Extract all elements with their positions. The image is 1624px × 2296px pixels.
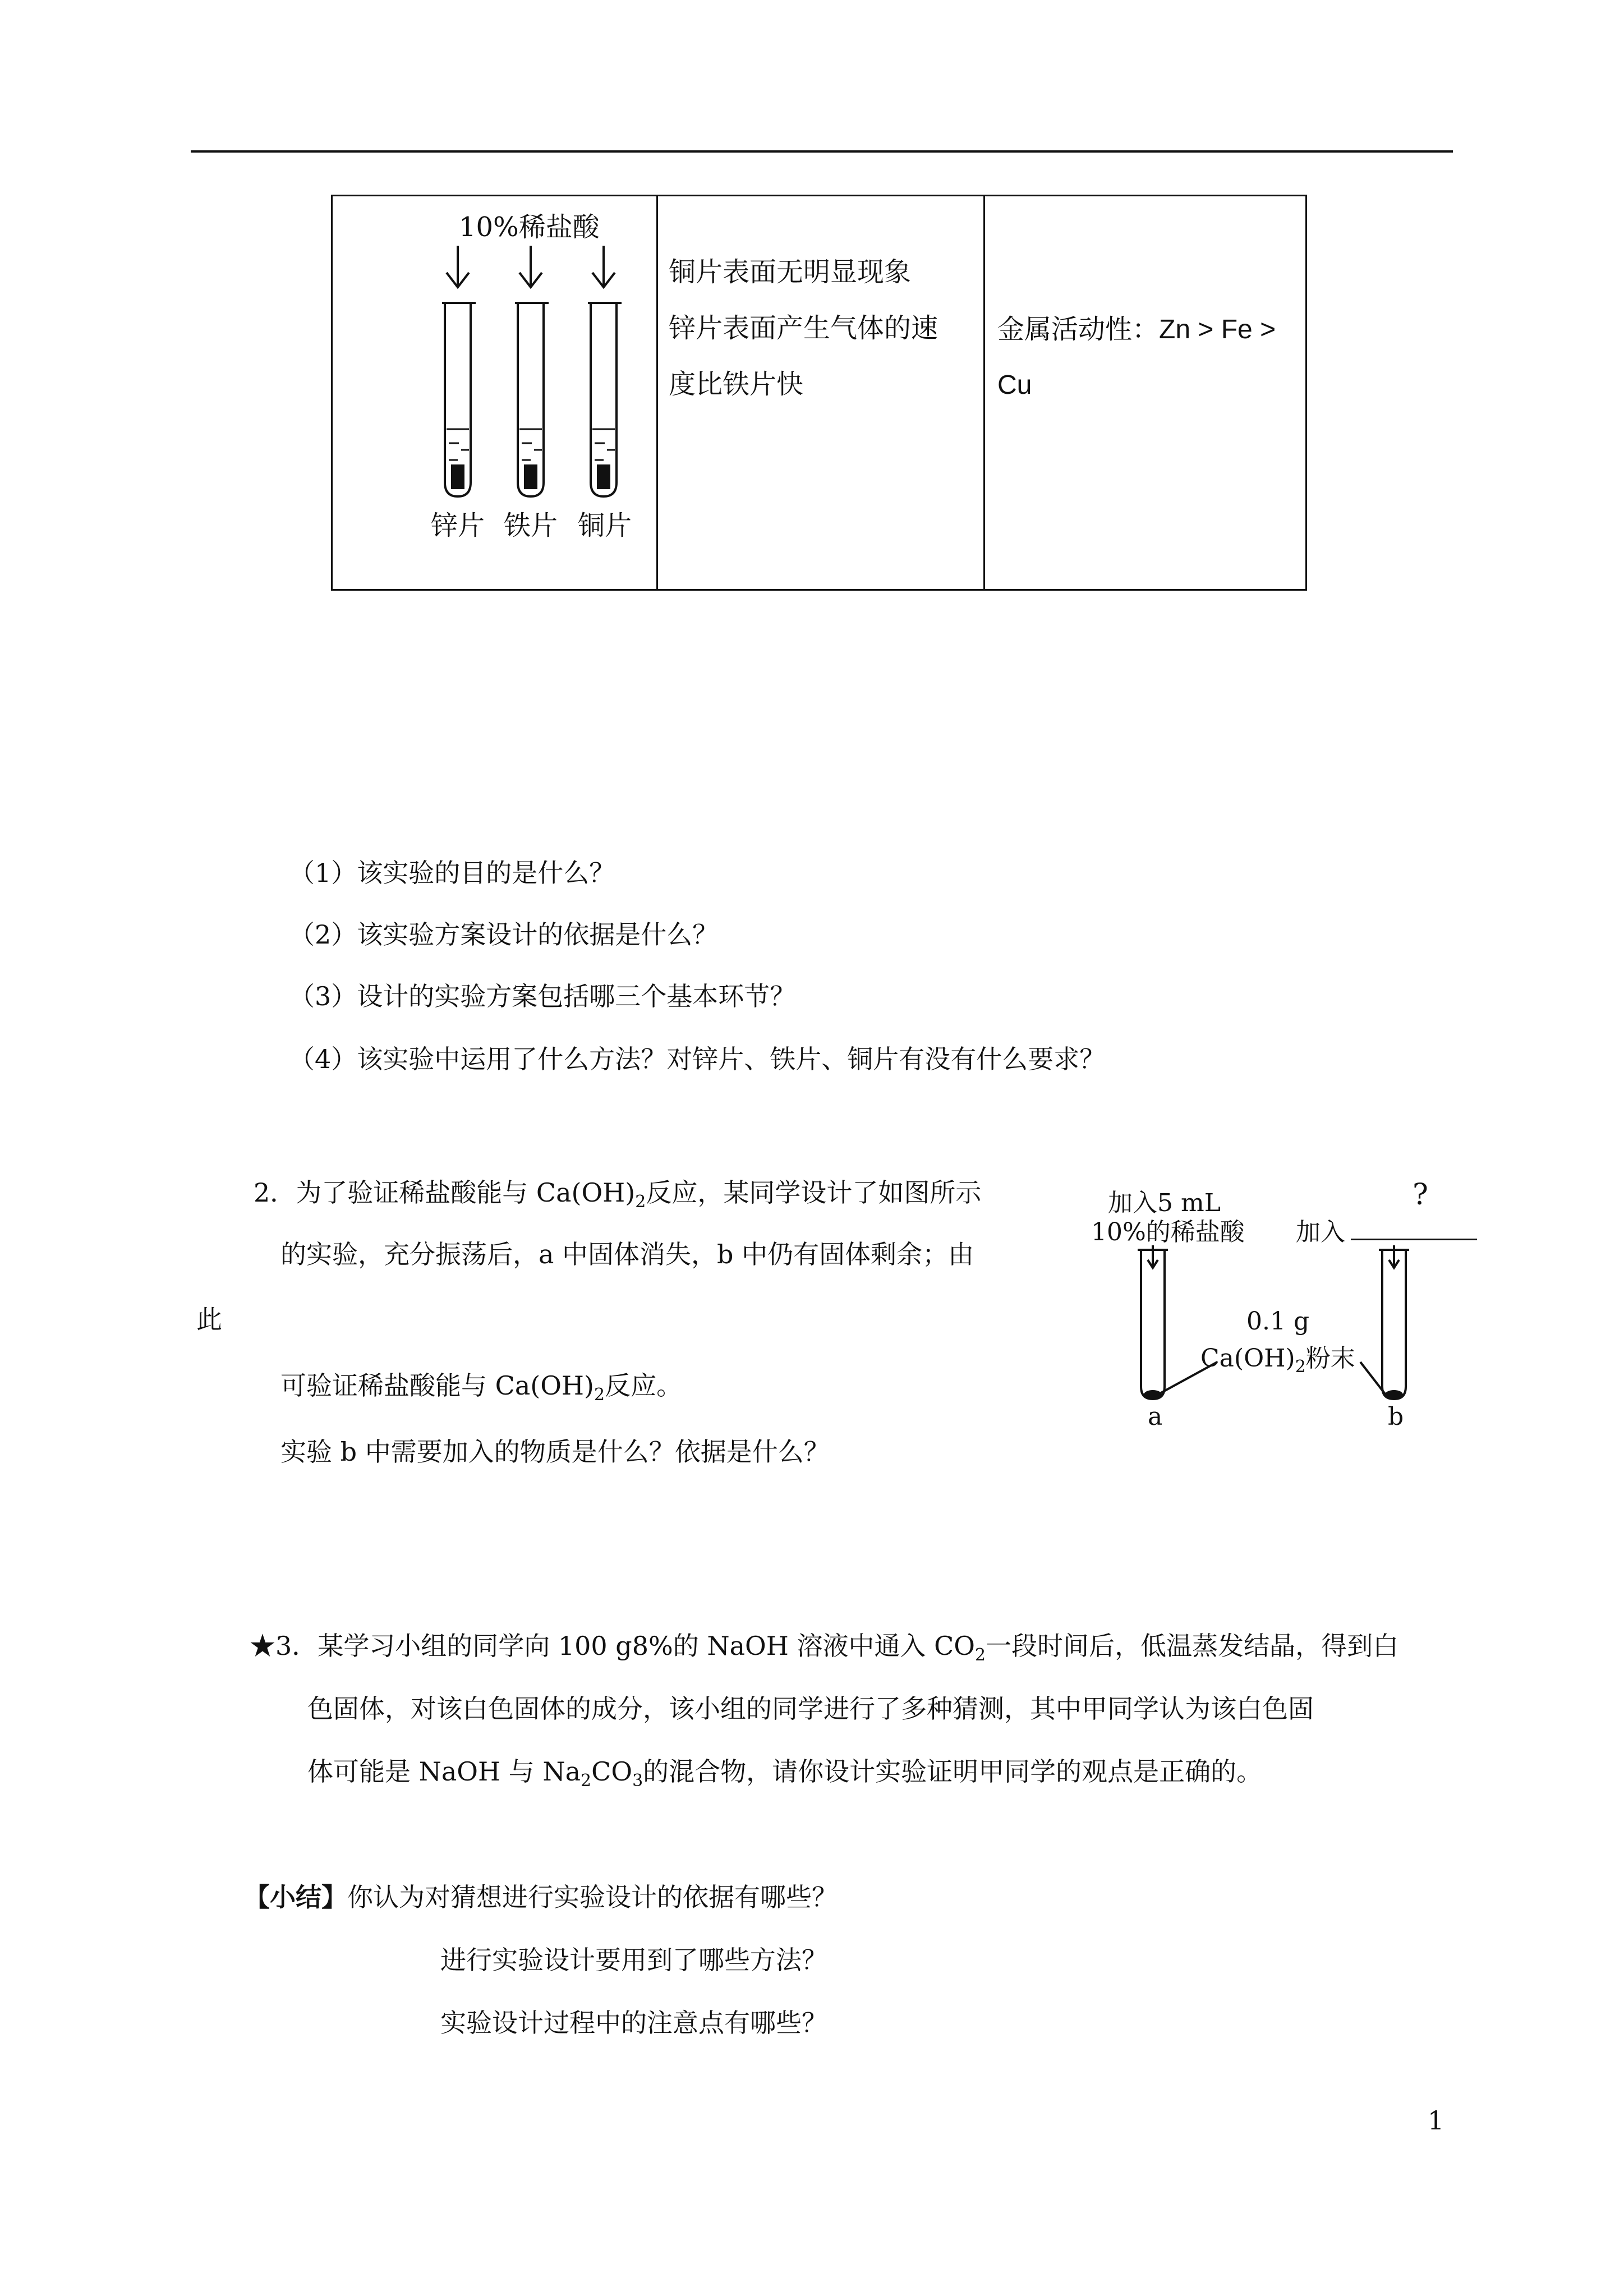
page-number: 1 [1428,2105,1444,2136]
q3-line-3: 体可能是 NaOH 与 $Na_2CO_3$的混合物，请你设计实验证明甲同学的观点是正确的。 [307,1756,1263,1791]
conclusion-line-2: Cu [997,370,1032,400]
q2-fig-add-b: 加入 [1296,1218,1345,1246]
q2-tube-figure [1133,1240,1425,1408]
q2-fig-label-b: b [1388,1402,1404,1431]
acid-label: 10%稀盐酸 [459,211,600,243]
phenomenon-line-2: 锌片表面产生气体的速 [669,312,938,344]
tube-label-iron: 铁片 [504,510,558,541]
phenomenon-line-1: 铜片表面无明显现象 [669,256,912,288]
test-tube-figure [426,241,640,505]
tube-label-copper: 铜片 [578,510,632,541]
summary-line-2: 进行实验设计要用到了哪些方法？ [440,1945,827,1975]
q2-line-2: 的实验，充分振荡后，a 中固体消失，b 中仍有固体剩余；由 [280,1239,974,1269]
question-4: （4）该实验中运用了什么方法？对锌片、铁片、铜片有没有什么要求？ [289,1044,1106,1074]
phenomenon-line-3: 度比铁片快 [669,369,804,400]
summary-line-3: 实验设计过程中的注意点有哪些？ [440,2008,827,2038]
question-3: （3）设计的实验方案包括哪三个基本环节？ [289,981,796,1011]
q2-fig-label-a: a [1148,1402,1163,1431]
q2-line-4: 实验 b 中需要加入的物质是什么？依据是什么？ [280,1437,830,1467]
q2-line-3: 可验证稀盐酸能与 $Ca(OH)_2$反应。 [280,1370,683,1405]
tube-label-zinc: 锌片 [431,510,485,541]
table-divider-2 [983,196,985,589]
q2-fig-add-acid-1: 加入5 mL [1108,1189,1221,1217]
header-rule [191,150,1453,153]
q2-fig-add-acid-2: 10%的稀盐酸 [1091,1218,1245,1246]
q2-line-2-cont: 此 [196,1304,222,1335]
q2-line-1: 2．为了验证稀盐酸能与 $Ca(OH)_2$反应，某同学设计了如图所示 [254,1177,982,1212]
q2-fig-powder-2: $Ca(OH)_2$粉末 [1200,1344,1355,1377]
table-divider-1 [656,196,658,589]
summary-label: 【小结】 [244,1882,347,1912]
q2-fig-question-mark: ? [1413,1178,1428,1212]
q3-line-2: 色固体，对该白色固体的成分，该小组的同学进行了多种猜测，其中甲同学认为该白色固 [307,1694,1314,1724]
question-2: （2）该实验方案设计的依据是什么？ [289,919,719,950]
question-1: （1）该实验的目的是什么？ [289,858,615,888]
q3-line-1: ★3．某学习小组的同学向 100 g8%的 NaOH 溶液中通入 $CO_2$一段时间后，低温蒸发结晶，得到白 [250,1631,1399,1665]
conclusion-line-1: 金属活动性：Zn > Fe > [997,314,1276,345]
q2-fig-powder-1: 0.1 g [1246,1307,1310,1336]
summary-line-1: 【小结】你认为对猜想进行实验设计的依据有哪些？ [244,1882,838,1912]
